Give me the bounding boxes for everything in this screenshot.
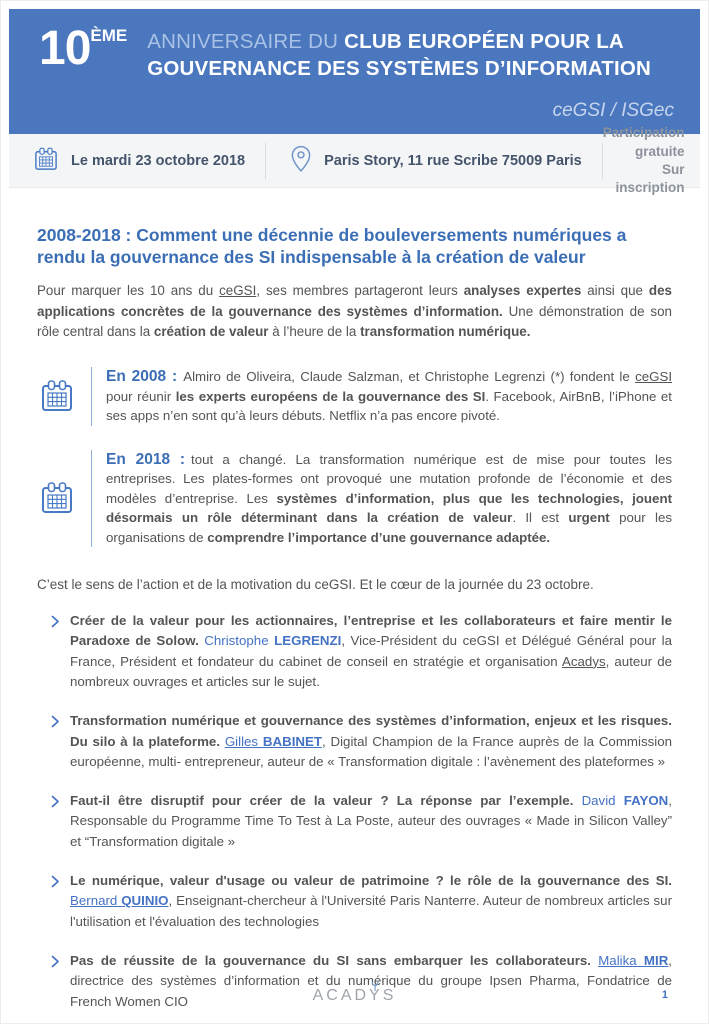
banner-title-strong-2: GOUVERNANCE DES SYSTÈMES D’INFORMATION	[147, 56, 652, 80]
agenda-item-text	[70, 791, 672, 852]
intro-paragraph	[37, 281, 672, 343]
text-segment: Faut-il être disruptif pour créer de la valeur ? La réponse par l’exemple.	[70, 793, 574, 809]
logo-text-y	[369, 987, 383, 1005]
text-segment: Transformation numérique et gouvernance des systèmes d’information, enjeux et les risques. Du silo à la plateforme.	[70, 713, 672, 749]
text-segment: comprendre l’importance d’une gouvernance adaptée.	[207, 529, 551, 545]
milestone-2018-text	[91, 450, 672, 548]
page-title: 2008-2018 : Comment une décennie de bouleversements numériques a rendu la gouvernance des SI indispensable à la création de valeur	[37, 225, 627, 268]
agenda-item-text	[70, 711, 672, 772]
text-segment	[573, 793, 581, 808]
event-info-bar	[9, 125, 700, 195]
milestone-2008-calendar-icon	[37, 367, 91, 426]
agenda-item	[51, 791, 672, 852]
milestone-2018-calendar-icon	[37, 450, 91, 548]
chevron-right-icon	[51, 791, 60, 852]
text-segment: Une démonstration de son rôle central dans la	[37, 303, 672, 340]
agenda-item-text	[70, 871, 672, 932]
header-banner	[9, 9, 700, 134]
main-content	[1, 188, 708, 1012]
text-segment: LEGRENZI	[274, 633, 342, 649]
logo-text-2: S	[382, 987, 397, 1004]
milestone-2018-body	[106, 452, 672, 545]
event-date-cell	[9, 146, 265, 176]
logo-text-1: ACAD	[312, 987, 370, 1004]
text-segment: , ses membres partageront leurs	[256, 283, 464, 299]
calendar-icon	[33, 146, 59, 176]
event-venue: Paris Story, 11 rue Scribe 75009 Paris	[324, 152, 582, 169]
text-segment: , Responsable du Programme Time To Test à La Poste, auteur des ouvrages « Made in Silicon Valley” et “Transformation digitale »	[70, 793, 672, 849]
inline-link[interactable]: ceGSI	[219, 283, 257, 299]
text-segment: Christophe	[204, 633, 275, 649]
milestone-2008-text	[91, 367, 672, 426]
text-segment: ainsi que	[581, 283, 649, 299]
text-segment: des applications concrètes de la gouvernance des systèmes d’information.	[37, 283, 672, 319]
text-segment: urgent	[568, 510, 610, 526]
participation-note	[603, 124, 703, 197]
text-segment: . Il est	[512, 510, 569, 526]
text-segment: Créer de la valeur pour les actionnaires, l’entreprise et les collaborateurs et faire mentir le Paradoxe de Solow.	[70, 613, 672, 649]
text-segment: Almiro de Oliveira, Claude Salzman, et Christophe Legrenzi (*) fondent le	[183, 369, 636, 385]
agenda-item	[51, 611, 672, 692]
text-segment: , Enseignant-chercheur à l'Université Paris Nanterre. Auteur de nombreux articles sur l'utilisation et l'évaluation des technologies	[70, 893, 673, 929]
sprout-icon	[370, 978, 381, 996]
milestone-2018	[37, 450, 672, 548]
chevron-right-icon	[51, 611, 60, 692]
location-pin-icon	[290, 145, 312, 177]
text-segment: David	[581, 793, 624, 809]
text-segment: pour les organisations de	[106, 510, 672, 545]
chevron-right-icon	[51, 871, 60, 932]
anniversary-number	[39, 22, 128, 75]
text-segment: . Facebook, AirBnB, l’iPhone et ses apps n’en sont qu’à leurs débuts. Netflix n’a pas encore pivoté.	[106, 388, 672, 424]
banner-subtitle: ceGSI / ISGec	[552, 100, 674, 122]
text-segment: FAYON	[623, 793, 669, 809]
agenda-list	[37, 611, 672, 1012]
transition-paragraph: C’est le sens de l’action et de la motivation du ceGSI. Et le cœur de la journée du 23 octobre.	[37, 577, 594, 593]
milestone-2008-body	[106, 369, 672, 423]
page-footer	[1, 975, 708, 1009]
text-segment: transformation numérique.	[360, 324, 531, 340]
milestone-2018-label: En 2018 :	[106, 450, 186, 468]
text-segment: , directrice des systèmes d’information et du numérique du groupe Ipsen Pharma, Fondatrice de French Women CIO	[70, 952, 672, 1009]
text-segment: analyses expertes	[463, 283, 582, 299]
text-segment: Le numérique, valeur d'usage ou valeur de patrimoine ? le rôle de la gouvernance des SI.	[70, 873, 672, 889]
milestone-2008	[37, 367, 672, 426]
inline-link[interactable]: Gilles	[224, 733, 263, 749]
page-number: 1	[661, 989, 668, 1001]
event-date: Le mardi 23 octobre 2018	[71, 152, 246, 169]
text-segment: , Digital Champion de la France auprès de la Commission européenne, multi- entrepreneur, auteur de « Transformation digitale : l’avènement des plateformes »	[70, 733, 672, 769]
agenda-item	[51, 711, 672, 772]
milestone-2008-label: En 2008 :	[106, 368, 178, 386]
banner-title	[147, 27, 651, 82]
text-segment: pour réunir	[106, 388, 176, 404]
inline-link[interactable]: Malika	[598, 952, 644, 968]
logo-y-letter: Y	[369, 987, 383, 1004]
banner-title-light: ANNIVERSAIRE DU	[147, 30, 345, 53]
inline-link[interactable]: QUINIO	[121, 893, 169, 909]
anniversary-ordinal: ÈME	[90, 26, 128, 45]
participation-line-2: Sur inscription	[615, 161, 685, 195]
chevron-right-icon	[51, 711, 60, 772]
text-segment: tout a changé. La transformation numérique est de mise pour toutes les entreprises. Les plates-formes ont provoqué une mutation profonde de l’économie et des modèles d’entreprise. Les	[106, 451, 673, 506]
event-venue-cell	[266, 145, 602, 177]
inline-link[interactable]: Bernard	[70, 893, 122, 909]
text-segment: , Vice-Président du ceGSI et Délégué Général pour la France, Président et fondateur du cabinet de conseil en stratégie et organisation	[70, 633, 672, 669]
text-segment: Pas de réussite de la gouvernance du SI sans embarquer les collaborateurs.	[70, 952, 591, 968]
inline-link[interactable]: Acadys	[562, 653, 606, 669]
text-segment: , auteur de nombreux ouvrages et articles sur le sujet.	[70, 653, 672, 689]
anniversary-number-value: 10	[39, 22, 91, 75]
acadys-logo	[313, 987, 397, 1005]
inline-link[interactable]: BABINET	[262, 733, 322, 749]
inline-link[interactable]: ceGSI	[635, 369, 673, 385]
agenda-item-text	[70, 611, 672, 692]
text-segment: les experts européens de la gouvernance des SI	[175, 388, 486, 404]
agenda-item	[51, 871, 672, 932]
text-segment: à l’heure de la	[268, 324, 361, 340]
text-segment: systèmes d’information, plus que les technologies, jouent désormais un rôle déterminant dans la création de valeur	[106, 490, 672, 526]
text-segment: Pour marquer les 10 ans du	[37, 283, 220, 299]
participation-line-1: Participation gratuite	[602, 125, 685, 159]
banner-title-strong-1: CLUB EUROPÉEN POUR LA	[344, 30, 624, 53]
text-segment: création de valeur	[153, 324, 269, 340]
inline-link[interactable]: MIR	[643, 952, 669, 968]
